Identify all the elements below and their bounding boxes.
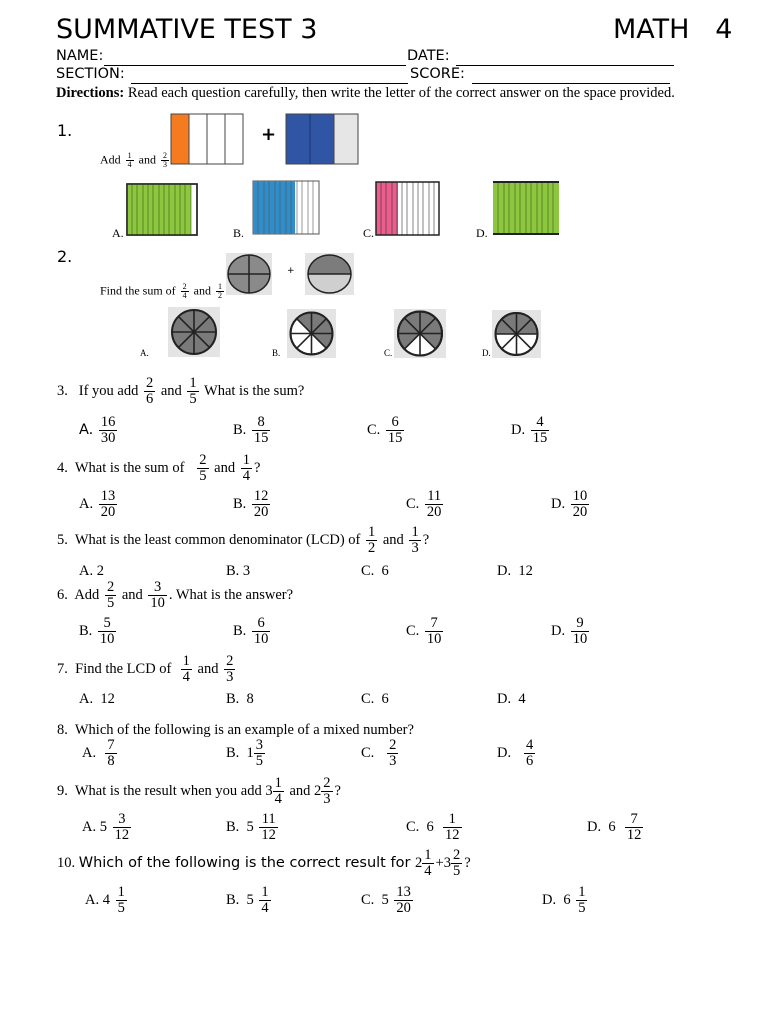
score-field[interactable] (472, 83, 670, 84)
q3-option-c[interactable]: C. $\frac{6}{15}$ (367, 414, 403, 447)
date-label: DATE: (407, 48, 450, 64)
q7-option-b[interactable]: B. 8 (226, 691, 254, 707)
q1-option-d-label[interactable]: D. (476, 226, 488, 240)
date-field[interactable] (456, 65, 674, 66)
q10-question: 10. Which of the following is the correct result for 2 $\frac{1}{4}$ +3 $\frac{2}{5}$ ? (57, 847, 471, 880)
q8-option-a[interactable]: A. $\frac{7}{8}$ (82, 737, 115, 770)
q6-option-a[interactable]: B. $\frac{5}{10}$ (79, 615, 115, 648)
q2-option-d-circle[interactable] (492, 310, 541, 358)
q1-bar-two-thirds (285, 113, 359, 165)
q2-option-b-label[interactable]: B. (272, 348, 281, 358)
q8-question: 8. Which of the following is an example of a mixed number? (57, 722, 414, 738)
section-label: SECTION: (56, 66, 125, 82)
q9-option-b[interactable]: B. 5 $\frac{11}{12}$ (226, 811, 276, 844)
q1-option-b-bar[interactable] (252, 180, 320, 235)
directions-text: Read each question carefully, then write the letter of the correct answer on the space provided. (124, 85, 675, 101)
section-field[interactable] (131, 83, 408, 84)
q5-option-d[interactable]: D. 12 (497, 563, 533, 579)
q10-option-d[interactable]: D. 6 $\frac{1}{5}$ (542, 884, 586, 917)
q1-option-a-label[interactable]: A. (112, 226, 124, 240)
q4-option-a[interactable]: A. $\frac{13}{20}$ (79, 488, 116, 521)
q1-bar-one-fourth (170, 113, 244, 165)
q10-option-b[interactable]: B. 5 $\frac{1}{4}$ (226, 884, 269, 917)
q1-plus: + (261, 124, 277, 145)
q9-question: 9. What is the result when you add 3 $\frac{1}{4}$ and 2 $\frac{2}{3}$ ? (57, 775, 341, 808)
q8-option-c[interactable]: C. $\frac{2}{3}$ (361, 737, 397, 770)
q2-number: 2. (57, 247, 73, 266)
q1-option-b-label[interactable]: B. (233, 226, 245, 240)
q10-option-a[interactable]: A. 4 $\frac{1}{5}$ (85, 884, 125, 917)
q7-option-a[interactable]: A. 12 (79, 691, 115, 707)
q2-option-b-circle[interactable] (287, 309, 336, 358)
q5-option-a[interactable]: A. 2 (79, 563, 104, 579)
q2-circle-quarters (226, 253, 272, 295)
q2-circle-halves (305, 253, 354, 295)
q6-option-b[interactable]: B. $\frac{6}{10}$ (233, 615, 269, 648)
q1-option-a-bar[interactable] (126, 183, 198, 236)
q2-plus: + (287, 266, 295, 276)
q7-question: 7. Find the LCD of $\frac{1}{4}$ and $\frac{2}{3}$ (57, 653, 234, 686)
q9-option-d[interactable]: D. 6 $\frac{7}{12}$ (587, 811, 642, 844)
q2-option-c-label[interactable]: C. (384, 348, 393, 358)
name-label: NAME: (56, 48, 104, 64)
q4-option-d[interactable]: D. $\frac{10}{20}$ (551, 488, 588, 521)
q9-option-a[interactable]: A. 5 $\frac{3}{12}$ (82, 811, 130, 844)
q6-question: 6. Add $\frac{2}{5}$ and $\frac{3}{10}$ . What is the answer? (57, 579, 294, 612)
q5-option-c[interactable]: C. 6 (361, 563, 389, 579)
q1-prompt: Add $\frac{1}{4}$ and $\frac{2}{3}$ (100, 151, 167, 170)
name-field[interactable] (104, 65, 406, 66)
q2-option-d-label[interactable]: D. (482, 348, 491, 358)
q7-option-d[interactable]: D. 4 (497, 691, 526, 707)
q3-option-b[interactable]: B. $\frac{8}{15}$ (233, 414, 269, 447)
directions (56, 85, 675, 102)
q10-option-c[interactable]: C. 5 $\frac{13}{20}$ (361, 884, 411, 917)
q8-option-b[interactable]: B. 1 $\frac{3}{5}$ (226, 737, 264, 770)
q4-option-c[interactable]: C. $\frac{11}{20}$ (406, 488, 442, 521)
q3-option-a[interactable]: A. $\frac{16}{30}$ (79, 414, 116, 447)
q2-option-c-circle[interactable] (394, 309, 446, 358)
q1-option-d-bar[interactable] (492, 181, 560, 235)
q7-option-c[interactable]: C. 6 (361, 691, 389, 707)
score-label: SCORE: (410, 66, 465, 82)
q5-option-b[interactable]: B. 3 (226, 563, 251, 579)
q8-option-d[interactable]: D. $\frac{4}{6}$ (497, 737, 534, 770)
subject-label: MATH 4 (613, 14, 733, 45)
q9-option-c[interactable]: C. 6 $\frac{1}{12}$ (406, 811, 460, 844)
q3-question: 3. If you add $\frac{2}{6}$ and $\frac{1}{5}$ What is the sum? (57, 375, 305, 408)
directions-bold: Directions: (56, 85, 125, 101)
q2-prompt: Find the sum of $\frac{2}{4}$ and $\frac{1}{2}$ (100, 282, 222, 301)
q5-question: 5. What is the least common denominator (LCD) of $\frac{1}{2}$ and $\frac{1}{3}$ ? (57, 524, 430, 557)
q2-option-a-circle[interactable] (168, 307, 220, 357)
q4-option-b[interactable]: B. $\frac{12}{20}$ (233, 488, 269, 521)
q3-option-d[interactable]: D. $\frac{4}{15}$ (511, 414, 548, 447)
page-title: SUMMATIVE TEST 3 (56, 14, 318, 45)
q6-option-c[interactable]: C. $\frac{7}{10}$ (406, 615, 442, 648)
q6-option-d[interactable]: D. $\frac{9}{10}$ (551, 615, 588, 648)
q4-question: 4. What is the sum of $\frac{2}{5}$ and $\frac{1}{4}$ ? (57, 452, 261, 485)
q1-option-c-label[interactable]: C. (363, 226, 375, 240)
q1-option-c-bar[interactable] (375, 181, 440, 236)
q1-number: 1. (57, 121, 73, 140)
q2-option-a-label[interactable]: A. (140, 348, 149, 358)
